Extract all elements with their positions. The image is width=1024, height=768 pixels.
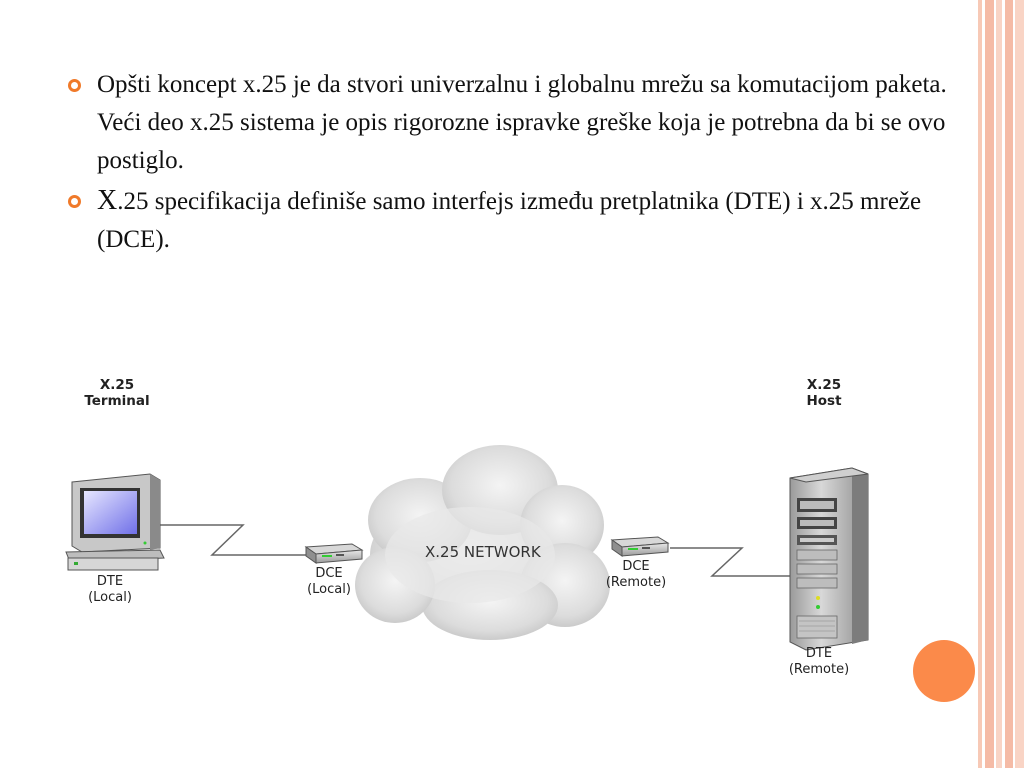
bullet-body: .25 specifikacija definiše samo interfejs između pretplatnika (DTE) i x.25 mreže (DCE). (97, 188, 922, 253)
dce-local-label (299, 566, 359, 598)
decor-stripe (1005, 0, 1013, 768)
decor-stripe (996, 0, 1002, 768)
wire-local (160, 525, 315, 555)
modem-remote-icon (612, 537, 668, 556)
bullet-list (68, 66, 968, 261)
x25-network-diagram (0, 360, 980, 700)
terminal-title-line1: X.25 (99, 377, 135, 393)
server-host-icon (790, 468, 868, 650)
wire-remote (670, 548, 790, 576)
bullet-ring-icon (68, 79, 81, 92)
dte-remote-label (783, 646, 855, 678)
host-title (794, 377, 854, 409)
dce-local-line2: (Local) (307, 582, 351, 597)
bullet-lead-letter: X (97, 185, 118, 216)
dte-local-line2: (Local) (88, 590, 132, 605)
terminal-title (78, 377, 156, 409)
dce-remote-label (600, 559, 672, 591)
terminal-title-line2: Terminal (84, 393, 150, 409)
decor-stripe (985, 0, 994, 768)
network-label: X.25 NETWORK (425, 543, 541, 561)
host-title-line1: X.25 (806, 377, 842, 393)
host-title-line2: Host (806, 393, 842, 409)
dce-remote-line2: (Remote) (605, 575, 667, 590)
bullet-item-2 (68, 182, 968, 259)
decor-stripe (1015, 0, 1024, 768)
bullet-ring-icon (68, 195, 81, 208)
dte-local-line1: DTE (96, 574, 124, 589)
dce-remote-line1: DCE (622, 559, 650, 574)
dce-local-line1: DCE (315, 566, 343, 581)
dte-remote-line2: (Remote) (788, 662, 850, 677)
dte-remote-line1: DTE (805, 646, 833, 661)
computer-terminal-icon (66, 474, 164, 570)
decor-circle (913, 640, 975, 702)
bullet-item-1 (68, 66, 968, 180)
bullet-text (97, 185, 922, 253)
bullet-text: Opšti koncept x.25 je da stvori univerzalnu i globalnu mrežu sa komutacijom paketa. Veći deo x.25 sistema je opis rigorozne ispravke greške koja je potrebna da bi se ovo postiglo. (97, 71, 947, 174)
dte-local-label (80, 574, 140, 606)
modem-local-icon (306, 544, 362, 563)
